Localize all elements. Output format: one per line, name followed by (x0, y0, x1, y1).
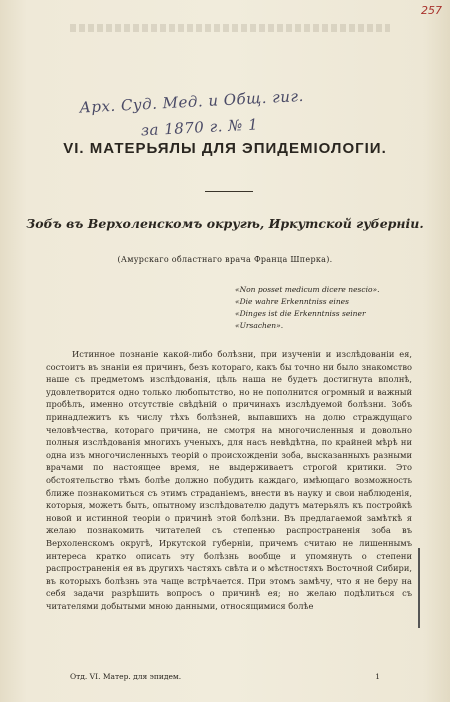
bleed-through-header (70, 24, 390, 32)
epigraph-line: «Dinges ist die Erkenntniss seiner (235, 309, 366, 318)
title-divider (205, 191, 253, 192)
footer-signature: Отд. VI. Матер. для эпидем. (70, 672, 182, 681)
handwritten-annotation (79, 77, 411, 146)
epigraph (235, 284, 415, 332)
body-text (46, 348, 412, 612)
footer-sheet-number: 1 (375, 672, 380, 681)
handwritten-line-1: Арх. Суд. Мед. и Общ. гиг. (79, 86, 305, 117)
section-title: VI. МАТЕРЬЯЛЫ ДЛЯ ЭПИДЕМIОЛОГIИ. (63, 140, 387, 157)
epigraph-line: «Ursachen». (235, 321, 284, 330)
handwritten-line-2: за 1870 г. № 1 (140, 115, 259, 140)
author-subtitle: (Амурскаго областнаго врача Франца Шперка). (117, 255, 333, 264)
body-paragraph: Истинное познанie какой-либо болѣзни, при изученiи и изслѣдованiи ея, состоитъ въ знанiи ея причинъ, безъ котораго, какъ бы точно ни было знакомство наше съ предметомъ изслѣдованiя, цѣль наша не будетъ достигнута вполнѣ, удовлетворится одно только любопытство, но не пополнится огромный и важный пробѣлъ, именно отсутствiе свѣдѣнiй о причинахъ изслѣдуемой болѣзни. Зобъ принадлежитъ къ числу тѣхъ болѣзней, выпавшихъ на долю страждущаго человѣчества, котораго причина, не смотря на многочисленныя и довольно полныя изслѣдованiя многихъ ученыхъ, для насъ невѣдѣтна, по крайней мѣрѣ ни одна изъ многочисленныхъ теорiй о происхожденiи зоба, высказанныхъ разными врачами по настоящее время, не выдерживаетъ строгой критики. Это обстоятельство тѣмъ болѣе должно побудить каждаго, имѣющаго возможность ближе познакомиться съ этимъ страданiемъ, внести въ науку и свои наблюденiя, которыя, можетъ быть, опытному изслѣдователю дадутъ матерьялъ къ постройкѣ новой и истинной теорiи о причинѣ этой болѣзни. Въ предлагаемой замѣткѣ я желаю познакомить читателей съ степенью распространенiя зоба въ Верхоленскомъ округѣ, Иркутской губернiи, причемъ считаю не лишеннымъ интереса кратко описать эту болѣзнь вообще и упомянуть о степени распространенiя ея въ другихъ частяхъ свѣта и о мѣстностяхъ Восточной Сибири, въ которыхъ болѣзнь эта чаще встрѣчается. При этомъ замѣчу, что я не беру на себя задачи разрѣшить вопросъ о причинѣ ея; но желаю подѣлиться съ читателями добытыми мною данными, относящимися болѣе (46, 349, 412, 611)
archive-page-number: 257 (421, 4, 442, 17)
article-title: Зобъ въ Верхоленскомъ округѣ, Иркутской губернiи. (26, 216, 424, 231)
epigraph-line: «Die wahre Erkenntniss eines (235, 297, 349, 306)
margin-mark (418, 548, 420, 628)
page-footer (70, 672, 380, 681)
epigraph-line: «Non posset medicum dicere nescio». (235, 285, 380, 294)
